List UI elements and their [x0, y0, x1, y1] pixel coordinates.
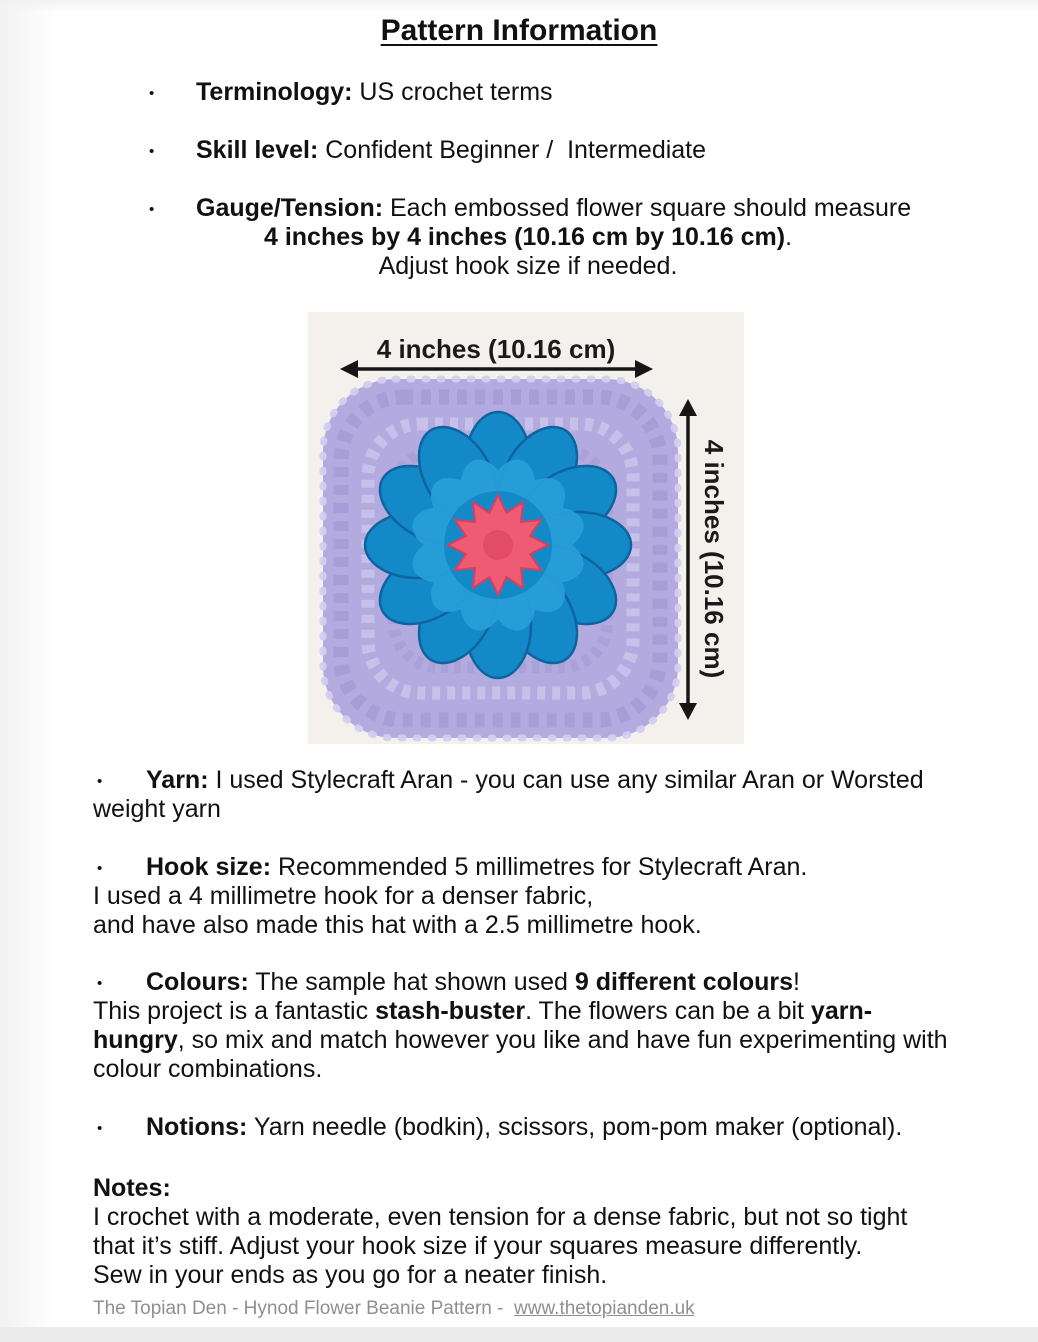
notes-line1: I crochet with a moderate, even tension for a dense fabric, but not so tight — [93, 1203, 908, 1231]
yarn-hungry-bold-1: yarn- — [810, 997, 873, 1025]
bullet-icon: • — [97, 860, 103, 877]
bullet-icon: • — [97, 773, 103, 790]
bullet-yarn — [97, 766, 924, 795]
hook-size-text: Recommended 5 millimetres for Stylecraft Aran. — [271, 853, 808, 881]
footer-website-link[interactable]: www.thetopianden.uk — [514, 1298, 695, 1319]
flower-square-figure — [308, 312, 744, 744]
colours-line4: colour combinations. — [93, 1055, 323, 1083]
notes-line2: that it’s stiff. Adjust your hook size if your squares measure differently. — [93, 1232, 863, 1260]
bullet-skill-level — [149, 136, 706, 165]
bullet-icon: • — [149, 201, 155, 218]
page-top-shading — [0, 0, 1038, 12]
hook-size-line2: I used a 4 millimetre hook for a denser fabric, — [93, 882, 594, 910]
colours-line2: This project is a fantastic stash-buster. The flowers can be a bit yarn- — [93, 997, 873, 1025]
yarn-hungry-bold-2: hungry — [93, 1026, 178, 1054]
bullet-icon: • — [149, 143, 155, 160]
bullet-notions — [97, 1113, 902, 1142]
skill-level-label: Skill level: — [196, 136, 319, 164]
yarn-text-line2: weight yarn — [93, 795, 221, 823]
skill-level-text: Confident Beginner / Intermediate — [318, 136, 707, 164]
stash-buster-bold: stash-buster — [375, 997, 526, 1025]
gauge-measure-period: . — [785, 223, 793, 251]
bullet-hook-size — [97, 853, 807, 882]
gauge-label: Gauge/Tension: — [196, 194, 384, 222]
gauge-measure-bold: 4 inches by 4 inches (10.16 cm by 10.16 cm) — [263, 223, 786, 251]
hook-size-line3: and have also made this hat with a 2.5 millimetre hook. — [93, 911, 702, 939]
bullet-gauge — [149, 194, 911, 223]
terminology-label: Terminology: — [196, 78, 353, 106]
bullet-icon: • — [97, 1120, 103, 1137]
height-label: 4 inches (10.16 cm) — [699, 439, 729, 679]
bullet-icon: • — [97, 975, 103, 992]
colours-line3: hungry, so mix and match however you like and have fun experimenting with — [93, 1026, 948, 1054]
notes-heading: Notes: — [93, 1174, 171, 1202]
page-bottom-edge — [0, 1327, 1038, 1342]
colours-exclaim: ! — [793, 968, 800, 996]
flower-center-core — [483, 530, 513, 560]
gauge-text: Each embossed flower square should measure — [383, 194, 912, 222]
yarn-label: Yarn: — [146, 766, 209, 794]
hook-size-label: Hook size: — [146, 853, 272, 881]
colours-label: Colours: — [146, 968, 249, 996]
flower-square-photo — [308, 312, 744, 744]
page-footer — [93, 1297, 695, 1320]
gauge-adjust-line: Adjust hook size if needed. — [378, 252, 678, 280]
page-title: Pattern Information — [380, 14, 658, 47]
notions-label: Notions: — [146, 1113, 248, 1141]
terminology-text: US crochet terms — [352, 78, 553, 106]
notes-line3: Sew in your ends as you go for a neater finish. — [93, 1261, 608, 1289]
width-label: 4 inches (10.16 cm) — [376, 334, 616, 364]
page-left-shading — [0, 0, 58, 1342]
gauge-measure-line — [20, 223, 1036, 252]
footer-text: The Topian Den - Hynod Flower Beanie Pattern - — [93, 1298, 515, 1319]
colours-count-bold: 9 different colours — [574, 968, 793, 996]
colours-text: The sample hat shown used — [248, 968, 575, 996]
notions-text: Yarn needle (bodkin), scissors, pom-pom maker (optional). — [247, 1113, 903, 1141]
yarn-text: I used Stylecraft Aran - you can use any similar Aran or Worsted — [208, 766, 924, 794]
bullet-terminology — [149, 78, 553, 107]
bullet-colours — [97, 968, 800, 997]
bullet-icon: • — [149, 85, 155, 102]
